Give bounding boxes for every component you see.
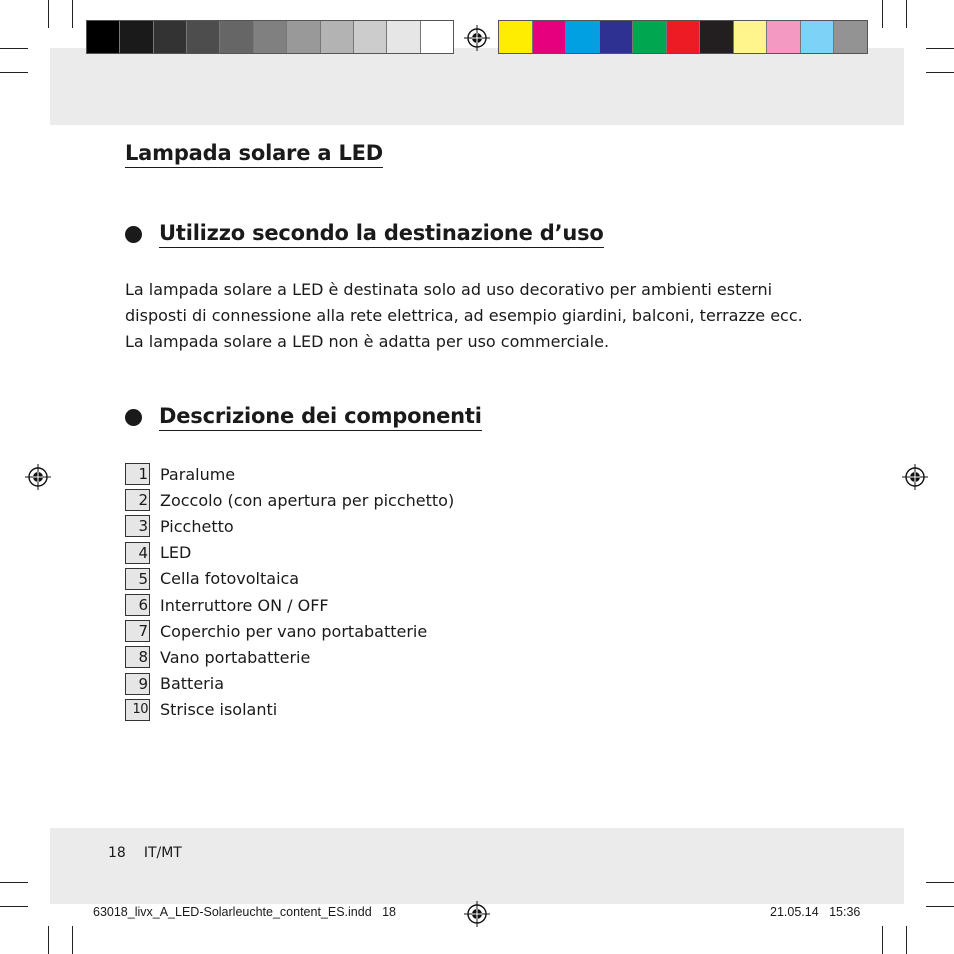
gray-swatch bbox=[220, 21, 253, 53]
paragraph-line: La lampada solare a LED non è adatta per uso commerciale. bbox=[125, 332, 610, 351]
item-label: Paralume bbox=[160, 464, 236, 484]
color-bar bbox=[498, 20, 868, 54]
crop-mark bbox=[926, 48, 954, 49]
list-item bbox=[125, 644, 454, 670]
gray-swatch bbox=[120, 21, 153, 53]
item-label: LED bbox=[160, 543, 192, 563]
paragraph-line: disposti di connessione alla rete elettrica, ad esempio giardini, balconi, terrazze ecc. bbox=[125, 306, 803, 325]
color-swatch bbox=[700, 21, 734, 53]
gray-swatch bbox=[154, 21, 187, 53]
crop-mark bbox=[906, 926, 907, 954]
item-label: Cella fotovoltaica bbox=[160, 569, 300, 589]
crop-mark bbox=[0, 72, 28, 73]
print-slug-file bbox=[93, 905, 396, 919]
registration-mark-icon bbox=[902, 464, 928, 490]
color-swatch bbox=[667, 21, 701, 53]
section-intended-use bbox=[125, 221, 604, 248]
grayscale-bar bbox=[86, 20, 454, 54]
crop-mark bbox=[48, 926, 49, 954]
color-swatch bbox=[734, 21, 768, 53]
registration-mark-icon bbox=[25, 464, 51, 490]
language-code: IT/MT bbox=[143, 845, 182, 861]
item-number: 4 bbox=[125, 542, 150, 564]
footer-band bbox=[50, 828, 904, 904]
crop-mark bbox=[72, 926, 73, 954]
gray-swatch bbox=[187, 21, 220, 53]
gray-swatch bbox=[254, 21, 287, 53]
page-title: Lampada solare a LED bbox=[125, 141, 383, 168]
crop-mark bbox=[72, 0, 73, 28]
list-item bbox=[125, 461, 454, 487]
bullet-icon bbox=[125, 226, 142, 243]
crop-mark bbox=[926, 882, 954, 883]
page-number: 18 bbox=[108, 845, 126, 861]
item-label: Batteria bbox=[160, 674, 224, 694]
item-label: Coperchio per vano portabatterie bbox=[160, 621, 428, 641]
registration-mark-icon bbox=[464, 25, 490, 51]
color-swatch bbox=[801, 21, 835, 53]
item-number: 3 bbox=[125, 515, 150, 537]
crop-mark bbox=[926, 906, 954, 907]
gray-swatch bbox=[421, 21, 453, 53]
item-number: 10 bbox=[125, 699, 150, 721]
crop-mark bbox=[0, 906, 28, 907]
item-number: 5 bbox=[125, 568, 150, 590]
item-number: 6 bbox=[125, 594, 150, 616]
gray-swatch bbox=[321, 21, 354, 53]
slug-time: 15:36 bbox=[829, 905, 861, 919]
slug-date: 21.05.14 bbox=[770, 905, 819, 919]
gray-swatch bbox=[354, 21, 387, 53]
item-number: 1 bbox=[125, 463, 150, 485]
list-item bbox=[125, 513, 454, 539]
page-folio bbox=[108, 845, 200, 861]
gray-swatch bbox=[87, 21, 120, 53]
paragraph-line: La lampada solare a LED è destinata solo ad uso decorativo per ambienti esterni bbox=[125, 280, 773, 299]
color-swatch bbox=[566, 21, 600, 53]
color-swatch bbox=[767, 21, 801, 53]
crop-mark bbox=[0, 882, 28, 883]
item-number: 2 bbox=[125, 489, 150, 511]
print-slug-timestamp bbox=[770, 905, 860, 919]
section-title-intended-use: Utilizzo secondo la destinazione d’uso bbox=[159, 221, 604, 248]
registration-mark-icon bbox=[464, 901, 490, 927]
color-swatch bbox=[633, 21, 667, 53]
list-item bbox=[125, 540, 454, 566]
list-item bbox=[125, 592, 454, 618]
slug-page: 18 bbox=[382, 905, 396, 919]
list-item bbox=[125, 697, 454, 723]
bullet-icon bbox=[125, 409, 142, 426]
list-item bbox=[125, 618, 454, 644]
components-list bbox=[125, 461, 454, 723]
color-swatch bbox=[533, 21, 567, 53]
crop-mark bbox=[882, 926, 883, 954]
crop-mark bbox=[906, 0, 907, 28]
crop-mark bbox=[0, 48, 28, 49]
item-number: 8 bbox=[125, 646, 150, 668]
section-title-components: Descrizione dei componenti bbox=[159, 404, 482, 431]
header-band bbox=[50, 48, 904, 125]
item-label: Vano portabatterie bbox=[160, 647, 311, 667]
section-components bbox=[125, 404, 482, 431]
item-label: Strisce isolanti bbox=[160, 700, 278, 720]
list-item bbox=[125, 566, 454, 592]
color-swatch bbox=[600, 21, 634, 53]
crop-mark bbox=[48, 0, 49, 28]
color-swatch bbox=[834, 21, 867, 53]
item-label: Interruttore ON / OFF bbox=[160, 595, 329, 615]
crop-mark bbox=[882, 0, 883, 28]
crop-mark bbox=[926, 72, 954, 73]
gray-swatch bbox=[387, 21, 420, 53]
item-number: 7 bbox=[125, 620, 150, 642]
slug-filename: 63018_livx_A_LED-Solarleuchte_content_ES.indd bbox=[93, 905, 372, 919]
list-item bbox=[125, 487, 454, 513]
color-swatch bbox=[499, 21, 533, 53]
item-number: 9 bbox=[125, 673, 150, 695]
intended-use-paragraph bbox=[125, 277, 825, 355]
list-item bbox=[125, 671, 454, 697]
gray-swatch bbox=[287, 21, 320, 53]
item-label: Zoccolo (con apertura per picchetto) bbox=[160, 490, 455, 510]
item-label: Picchetto bbox=[160, 516, 234, 536]
